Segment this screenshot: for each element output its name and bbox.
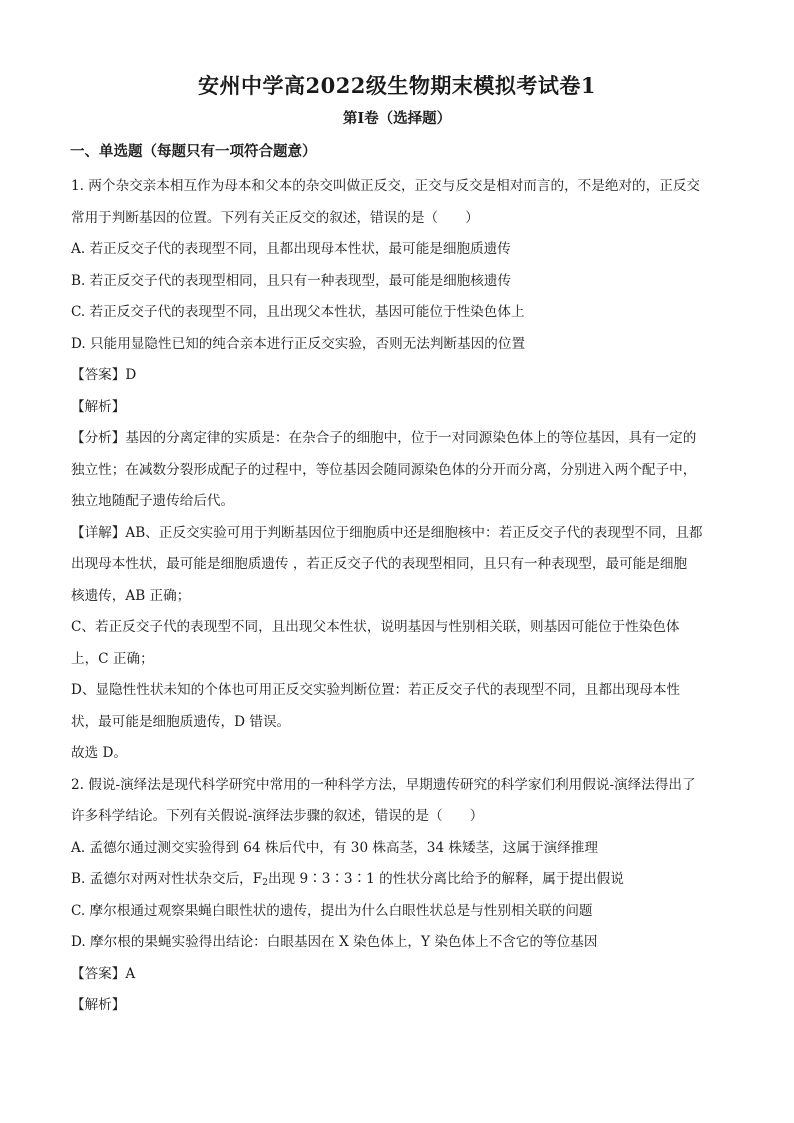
q2-analysis-label: 【解析】	[71, 997, 126, 1013]
q2-stem-line: 许多科学结论。下列有关假说-演绎法步骤的叙述，错误的是（ ）	[71, 808, 484, 824]
q2-option-d: D. 摩尔根的果蝇实验得出结论：白眼基因在 X 染色体上，Y 染色体上不含它的等位基因	[71, 934, 598, 950]
q2-option-b-pre: B. 孟德尔对两对性状杂交后，F	[71, 871, 263, 887]
q1-stem-line: 1. 两个杂交亲本相互作为母本和父本的杂交叫做正反交，正交与反交是相对而言的，不是绝对的，正反交	[71, 178, 701, 194]
q2-option-b	[71, 864, 726, 896]
q2-option-a: A. 孟德尔通过测交实验得到 64 株后代中，有 30 株高茎，34 株矮茎，这属于演绎推理	[71, 839, 598, 856]
q1-option-d: D. 只能用显隐性已知的纯合亲本进行正反交实验，否则无法判断基因的位置	[71, 335, 526, 352]
q1-fenxi-line: 独立性；在减数分裂形成配子的过程中，等位基因会随同源染色体的分开而分离，分别进入两个配子中，	[71, 461, 697, 478]
section-title: 一、单选题（每题只有一项符合题意）	[70, 143, 317, 160]
q2-option-b-subscript: 2	[262, 878, 268, 888]
q2-option-b-post: 出现 9∶3∶3∶1 的性状分离比给予的解释，属于提出假说	[267, 871, 624, 887]
q1-analysis-label: 【解析】	[71, 398, 126, 415]
q1-detail-line: C、若正反交子代的表现型不同，且出现父本性状，说明基因与性别相关联，则基因可能位于性染色体	[71, 619, 680, 635]
q1-detail-line: 上，C 正确；	[71, 650, 154, 667]
q1-option-b: B. 若正反交子代的表现型相同，且只有一种表现型，最可能是细胞核遗传	[71, 272, 512, 289]
q1-detail-line: 状，最可能是细胞质遗传，D 错误。	[71, 713, 291, 730]
q1-answer: 【答案】D	[71, 367, 137, 383]
q1-fenxi-line: 【分析】基因的分离定律的实质是：在杂合子的细胞中，位于一对同源染色体上的等位基因，具有一定的	[71, 430, 697, 446]
q1-detail-line: 出现母本性状，最可能是细胞质遗传 ，若正反交子代的表现型相同，且只有一种表现型，最可能是细胞	[71, 556, 688, 572]
q2-option-c: C. 摩尔根通过观察果蝇白眼性状的遗传，提出为什么白眼性状总是与性别相关联的问题	[71, 902, 593, 919]
q1-conclusion: 故选 D。	[71, 745, 128, 761]
q1-option-c: C. 若正反交子代的表现型不同，且出现父本性状，基因可能位于性染色体上	[71, 304, 525, 320]
q2-answer: 【答案】A	[71, 965, 136, 982]
q1-fenxi-line: 独立地随配子遗传给后代。	[71, 493, 235, 509]
q1-stem-line: 常用于判断基因的位置。下列有关正反交的叙述，错误的是（ ）	[71, 209, 479, 226]
exam-title: 安州中学高2022级生物期末模拟考试卷1	[197, 73, 597, 98]
volume-title: 第I卷（选择题）	[342, 110, 452, 127]
q1-detail-line: 【详解】AB、正反交实验可用于判断基因位于细胞质中还是细胞核中：若正反交子代的表现型不同，且都	[71, 524, 703, 541]
q2-stem-line: 2. 假说-演绎法是现代科学研究中常用的一种科学方法，早期遗传研究的科学家们利用假说-演绎法得出了	[71, 776, 696, 793]
q1-option-a: A. 若正反交子代的表现型不同，且都出现母本性状，最可能是细胞质遗传	[71, 241, 511, 257]
q1-detail-line: D、显隐性性状未知的个体也可用正反交实验判断位置：若正反交子代的表现型不同，且都出现母本性	[71, 682, 681, 698]
question-content	[71, 171, 726, 1022]
q1-detail-line: 核遗传，AB 正确；	[71, 587, 191, 604]
